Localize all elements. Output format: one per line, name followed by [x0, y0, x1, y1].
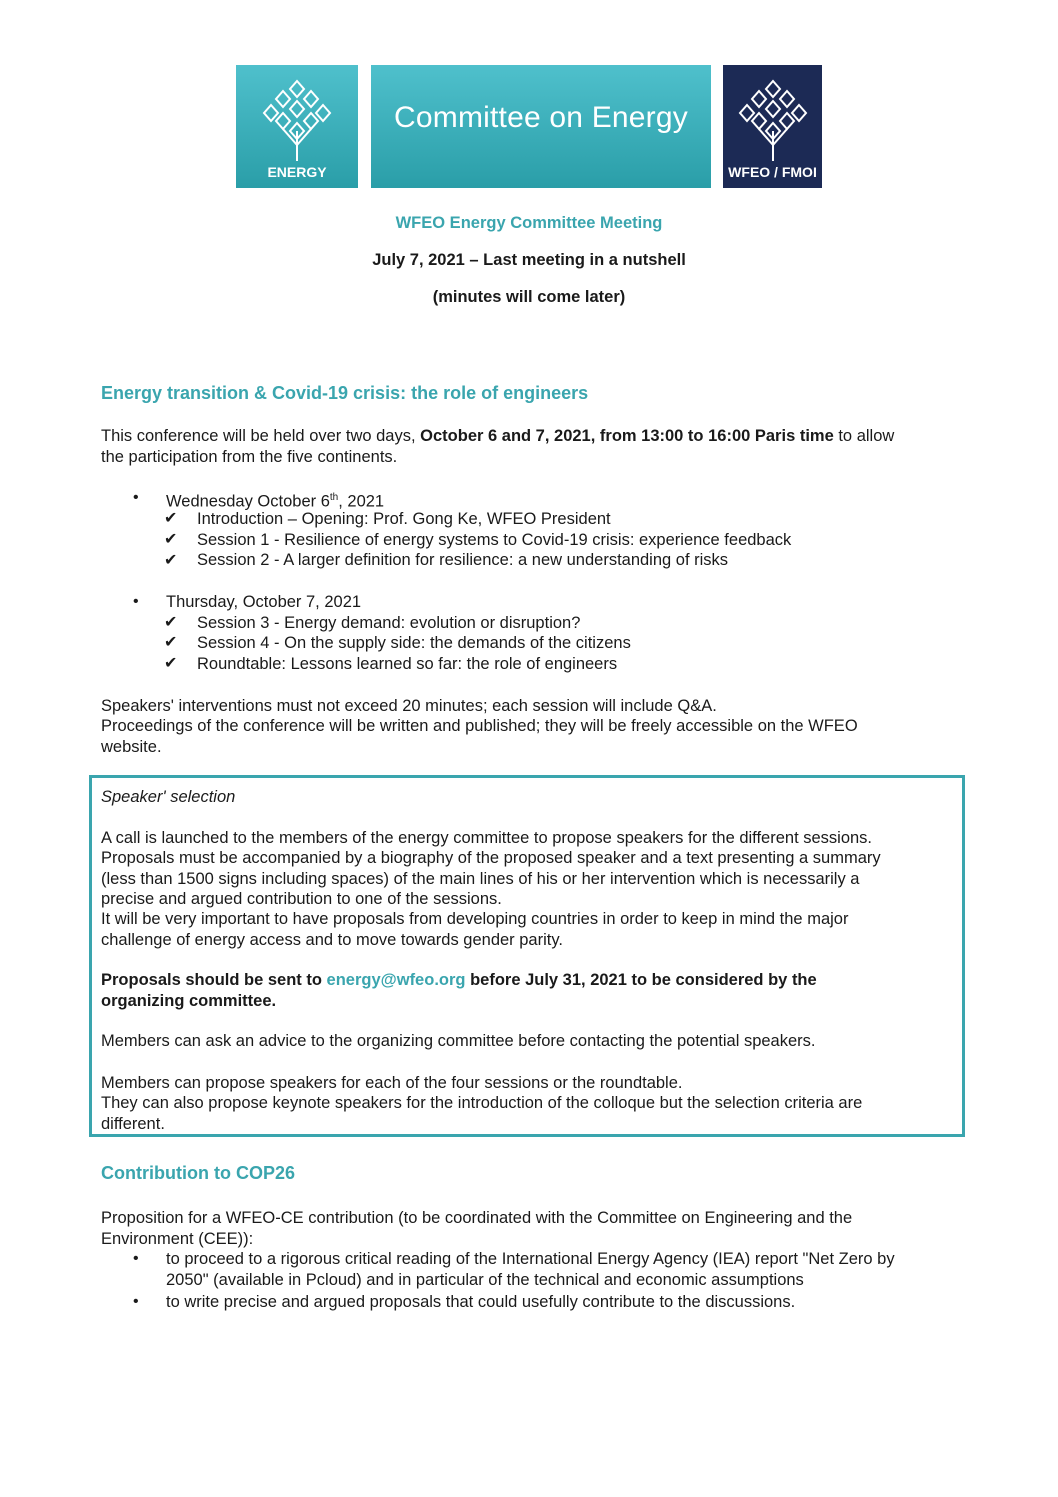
list-item: Session 1 - Resilience of energy systems to Covid-19 crisis: experience feedback — [197, 531, 792, 549]
proposal-deadline-line2: organizing committee. — [101, 992, 277, 1010]
advice-line: Members can ask an advice to the organizing committee before contacting the potential speakers. — [101, 1032, 816, 1050]
speaker-para-line: Proposals must be accompanied by a biography of the proposed speaker and a text presenting a summary — [101, 849, 881, 867]
speaker-para-line: It will be very important to have proposals from developing countries in order to keep in mind the major — [101, 910, 849, 928]
conference-intro-line2: the participation from the five continents. — [101, 448, 398, 466]
check-icon: ✔ — [164, 614, 178, 631]
speaker-para-line: They can also propose keynote speakers for the introduction of the colloque but the selection criteria are — [101, 1094, 863, 1112]
speaker-para-line: different. — [101, 1115, 165, 1133]
note-line: Speakers' interventions must not exceed 20 minutes; each session will include Q&A. — [101, 697, 717, 715]
email-link[interactable]: energy@wfeo.org — [326, 971, 466, 989]
intro-text-end: to allow — [833, 427, 895, 445]
list-item: Roundtable: Lessons learned so far: the role of engineers — [197, 655, 618, 673]
banner-title-box — [371, 65, 711, 188]
banner-title: Committee on Energy — [394, 101, 688, 134]
conference-intro-line1 — [101, 426, 894, 446]
list-item: Session 3 - Energy demand: evolution or disruption? — [197, 614, 581, 632]
tree-logo-icon — [257, 71, 337, 163]
speaker-para-line: Members can propose speakers for each of the four sessions or the roundtable. — [101, 1074, 683, 1092]
day1-label — [166, 488, 384, 512]
check-icon: ✔ — [164, 634, 178, 651]
list-item: Session 2 - A larger definition for resilience: a new understanding of risks — [197, 551, 729, 569]
day1-label-sup: th — [329, 492, 339, 503]
cop26-intro-line: Environment (CEE)): — [101, 1230, 254, 1248]
cop26-bullet-line: to write precise and argued proposals that could usefully contribute to the discussions. — [166, 1293, 796, 1311]
date-line: July 7, 2021 – Last meeting in a nutshell — [372, 251, 686, 269]
intro-dates: October 6 and 7, 2021, from 13:00 to 16:00 Paris time — [420, 427, 834, 445]
bullet-dot-icon: • — [133, 593, 139, 610]
minutes-note: (minutes will come later) — [432, 288, 626, 306]
list-item: Session 4 - On the supply side: the demands of the citizens — [197, 634, 631, 652]
cop26-intro-line: Proposition for a WFEO-CE contribution (to be coordinated with the Committee on Engineering and the — [101, 1209, 853, 1227]
proposal-text-end: before July 31, 2021 to be considered by the — [465, 971, 817, 989]
check-icon: ✔ — [164, 655, 178, 672]
section-heading-cop26: Contribution to COP26 — [101, 1163, 295, 1183]
day1-label-year: , 2021 — [338, 492, 385, 511]
energy-logo — [236, 65, 358, 188]
energy-logo-caption: ENERGY — [267, 164, 327, 180]
cop26-bullet-line: to proceed to a rigorous critical reading of the International Energy Agency (IEA) report "Net Zero by — [166, 1250, 895, 1268]
proposal-deadline-line1 — [101, 970, 817, 990]
day2-label: Thursday, October 7, 2021 — [166, 593, 362, 611]
cop26-bullet-line: 2050" (available in Pcloud) and in particular of the technical and economic assumptions — [166, 1271, 804, 1289]
proposal-text: Proposals should be sent to — [101, 971, 327, 989]
check-icon: ✔ — [164, 531, 178, 548]
list-item: Introduction – Opening: Prof. Gong Ke, WFEO President — [197, 510, 611, 528]
check-icon: ✔ — [164, 510, 178, 527]
note-line: website. — [101, 738, 162, 756]
speaker-para-line: precise and argued contribution to one of the sessions. — [101, 890, 502, 908]
wfeo-tree-icon — [733, 71, 813, 163]
speaker-box-title: Speaker' selection — [101, 788, 236, 806]
day1-label-text: Wednesday October 6 — [166, 492, 330, 511]
wfeo-logo — [723, 65, 822, 188]
bullet-dot-icon: • — [133, 1293, 139, 1310]
speaker-para-line: (less than 1500 signs including spaces) of the main lines of his or her intervention which is necessarily a — [101, 870, 860, 888]
speaker-para-line: A call is launched to the members of the energy committee to propose speakers for the different sessions. — [101, 829, 873, 847]
meeting-title: WFEO Energy Committee Meeting — [395, 214, 663, 232]
speaker-para-line: challenge of energy access and to move towards gender parity. — [101, 931, 563, 949]
bullet-dot-icon: • — [133, 1250, 139, 1267]
intro-text: This conference will be held over two days, — [101, 427, 421, 445]
section-heading-energy-transition: Energy transition & Covid-19 crisis: the role of engineers — [101, 383, 589, 403]
wfeo-logo-caption: WFEO / FMOI — [728, 164, 817, 180]
note-line: Proceedings of the conference will be written and published; they will be freely accessible on the WFEO — [101, 717, 858, 735]
check-icon: ✔ — [164, 552, 178, 569]
bullet-dot-icon: • — [133, 489, 139, 506]
